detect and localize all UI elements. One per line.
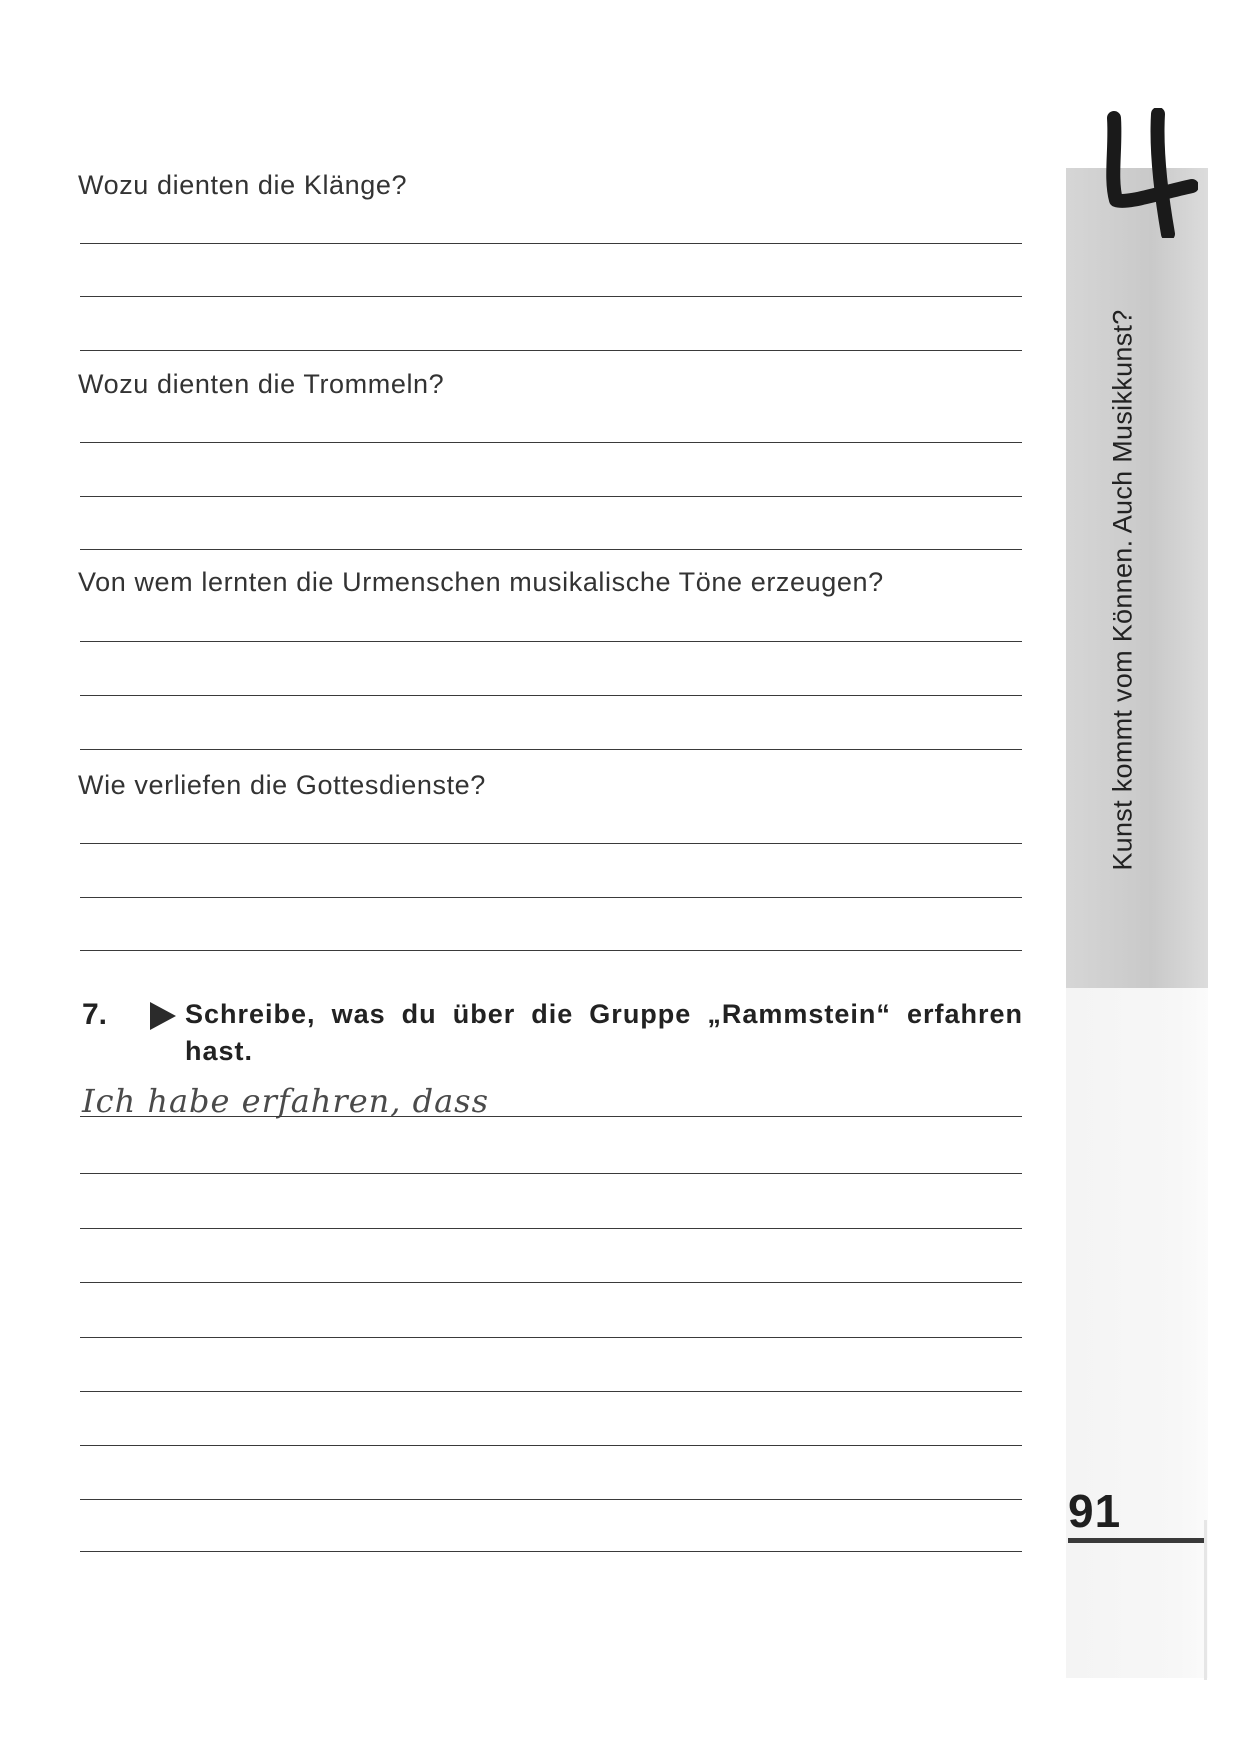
page-number: 91 xyxy=(1068,1485,1122,1537)
answer-line[interactable] xyxy=(80,549,1022,550)
handwritten-answer: Ich habe erfahren, dass xyxy=(82,1082,489,1120)
question-1: Wozu dienten die Klänge? xyxy=(78,170,408,200)
chapter-number-4 xyxy=(1086,108,1198,238)
answer-line[interactable] xyxy=(80,1551,1022,1552)
answer-line[interactable] xyxy=(80,1337,1022,1338)
answer-line[interactable] xyxy=(80,641,1022,642)
answer-line[interactable] xyxy=(80,442,1022,443)
page-number-bar xyxy=(1068,1538,1204,1543)
answer-line[interactable] xyxy=(80,695,1022,696)
chapter-title: Kunst kommt vom Können. Auch Musikkunst? xyxy=(1107,309,1138,871)
question-4: Wie verliefen die Gottesdienste? xyxy=(78,770,486,800)
answer-line[interactable] xyxy=(80,1116,1022,1117)
task-instruction: Schreibe, was du über die Gruppe „Rammstein“ erfahren hast. xyxy=(185,999,1023,1066)
answer-line[interactable] xyxy=(80,296,1022,297)
question-2: Wozu dienten die Trommeln? xyxy=(78,369,445,399)
answer-line[interactable] xyxy=(80,950,1022,951)
answer-line[interactable] xyxy=(80,1173,1022,1174)
answer-line[interactable] xyxy=(80,1228,1022,1229)
answer-line[interactable] xyxy=(80,1282,1022,1283)
play-arrow-icon xyxy=(150,1002,176,1030)
task-number: 7. xyxy=(82,998,108,1031)
answer-line[interactable] xyxy=(80,1445,1022,1446)
answer-line[interactable] xyxy=(80,350,1022,351)
answer-line[interactable] xyxy=(80,843,1022,844)
question-3: Von wem lernten die Urmenschen musikalische Töne erzeugen? xyxy=(78,567,884,597)
answer-line[interactable] xyxy=(80,1391,1022,1392)
answer-line[interactable] xyxy=(80,897,1022,898)
answer-line[interactable] xyxy=(80,1499,1022,1500)
sidebar-fade xyxy=(1066,988,1208,1678)
answer-line[interactable] xyxy=(80,496,1022,497)
answer-line[interactable] xyxy=(80,749,1022,750)
page-edge xyxy=(1204,1520,1207,1680)
answer-line[interactable] xyxy=(80,243,1022,244)
